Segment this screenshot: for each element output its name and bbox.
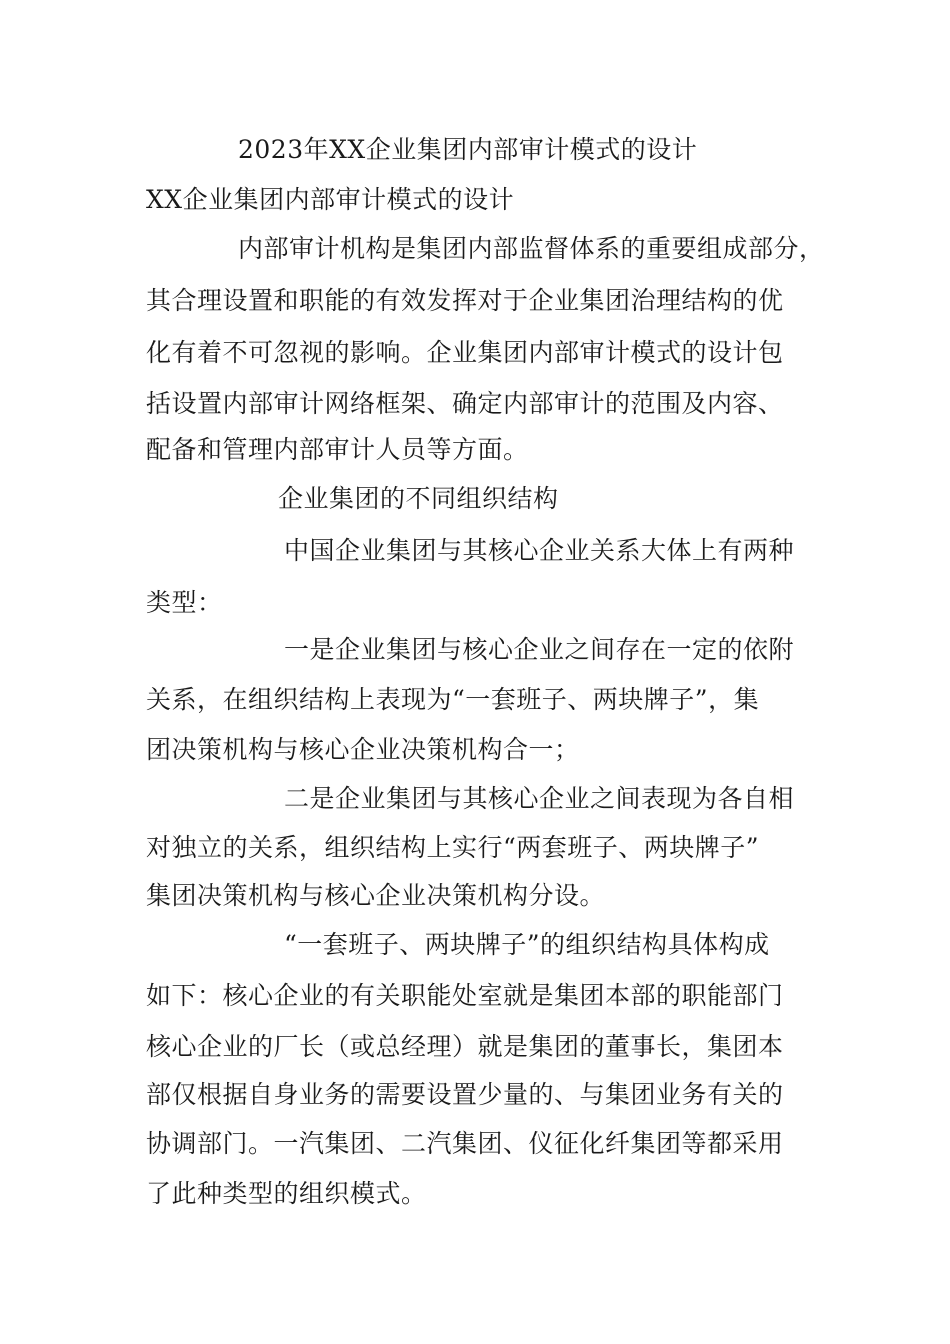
paragraph-line: 对独立的关系，组织结构上实行“两套班子、两块牌子” — [146, 833, 760, 862]
paragraph-line: 部仅根据自身业务的需要设置少量的、与集团业务有关的 — [146, 1080, 784, 1109]
paragraph-line: 化有着不可忽视的影响。企业集团内部审计模式的设计包 — [146, 338, 784, 367]
paragraph-line: 类型： — [146, 588, 223, 617]
paragraph-line: 一是企业集团与核心企业之间存在一定的依附 — [284, 635, 795, 664]
paragraph-line: 协调部门。一汽集团、二汽集团、仪征化纤集团等都采用 — [146, 1129, 784, 1158]
paragraph-line: 中国企业集团与其核心企业关系大体上有两种 — [284, 536, 795, 565]
document-subtitle: XX企业集团内部审计模式的设计 — [146, 185, 515, 214]
paragraph-line: 了此种类型的组织模式。 — [146, 1179, 427, 1208]
paragraph-line: 其合理设置和职能的有效发挥对于企业集团治理结构的优 — [146, 286, 784, 315]
paragraph-line: “一套班子、两块牌子”的组织结构具体构成 — [284, 930, 770, 959]
paragraph-line: 团决策机构与核心企业决策机构合一； — [146, 735, 580, 764]
paragraph-line: 核心企业的厂长（或总经理）就是集团的董事长，集团本 — [146, 1032, 784, 1061]
paragraph-line: 内部审计机构是集团内部监督体系的重要组成部分， — [238, 234, 825, 263]
section-heading: 企业集团的不同组织结构 — [278, 484, 559, 513]
paragraph-line: 如下：核心企业的有关职能处室就是集团本部的职能部门 — [146, 981, 784, 1010]
paragraph-line: 关系，在组织结构上表现为“一套班子、两块牌子”，集 — [146, 685, 760, 714]
document-title: 2023年XX企业集团内部审计模式的设计 — [238, 135, 698, 164]
paragraph-line: 配备和管理内部审计人员等方面。 — [146, 435, 529, 464]
paragraph-line: 括设置内部审计网络框架、确定内部审计的范围及内容、 — [146, 389, 784, 418]
paragraph-line: 集团决策机构与核心企业决策机构分设。 — [146, 881, 606, 910]
paragraph-line: 二是企业集团与其核心企业之间表现为各自相 — [284, 784, 795, 813]
